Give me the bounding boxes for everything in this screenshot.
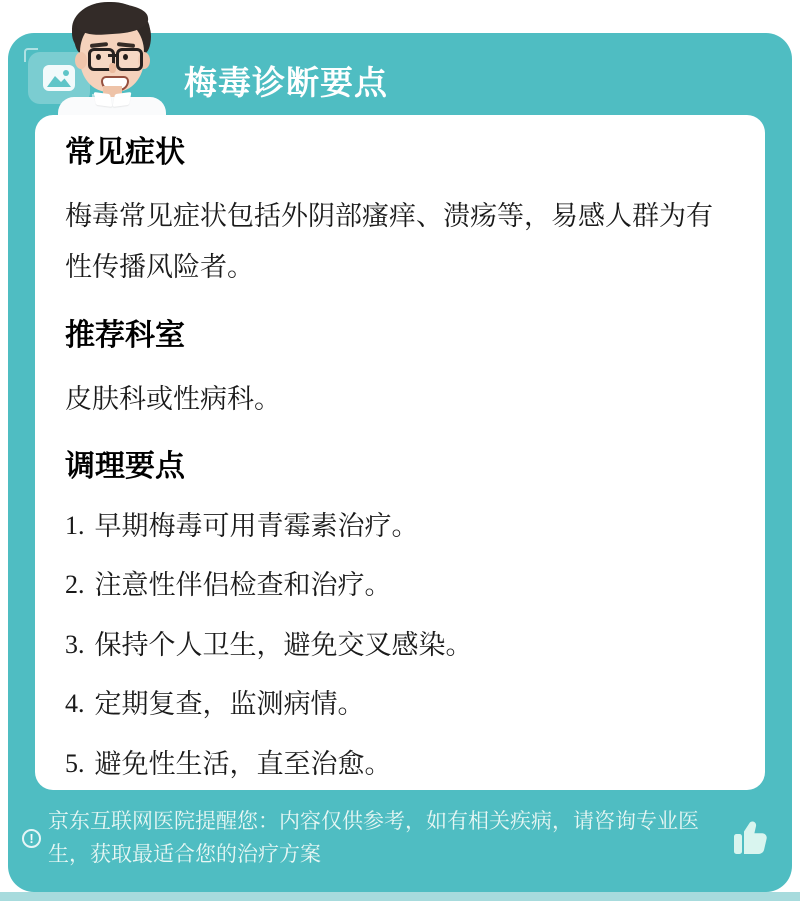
section-heading-symptoms: 常见症状 bbox=[65, 136, 185, 169]
care-list bbox=[65, 508, 735, 782]
list-item-text: 保持个人卫生，避免交叉感染。 bbox=[94, 629, 473, 660]
list-item-text: 避免性生活，直至治愈。 bbox=[94, 748, 392, 779]
section-heading-department: 推荐科室 bbox=[65, 318, 185, 352]
department-paragraph: 皮肤科或性病科。 bbox=[65, 383, 281, 414]
avatar-nose bbox=[109, 63, 116, 73]
avatar-glasses-bridge bbox=[108, 54, 117, 57]
content-card bbox=[35, 115, 765, 790]
info-icon: ! bbox=[22, 829, 41, 848]
list-item bbox=[65, 567, 735, 603]
list-item bbox=[65, 627, 735, 663]
list-item bbox=[65, 508, 735, 544]
avatar-eye bbox=[96, 54, 101, 60]
thumbs-up-icon[interactable] bbox=[727, 814, 775, 862]
bottom-strip bbox=[0, 892, 800, 901]
list-item-number: 4. bbox=[65, 689, 85, 719]
avatar-glasses bbox=[116, 48, 143, 71]
avatar-ear bbox=[75, 52, 87, 69]
list-item-text: 早期梅毒可用青霉素治疗。 bbox=[94, 510, 419, 541]
list-item bbox=[65, 746, 735, 782]
disclaimer-footer bbox=[22, 805, 780, 871]
section-heading-care: 调理要点 bbox=[65, 449, 185, 483]
disclaimer-text: 京东互联网医院提醒您：内容仅供参考，如有相关疾病，请咨询专业医生，获取最适合您的治疗方案 bbox=[48, 810, 699, 867]
doctor-avatar bbox=[52, 2, 170, 115]
avatar-eye bbox=[123, 54, 128, 60]
list-item-number: 3. bbox=[65, 629, 85, 659]
list-item-number: 2. bbox=[65, 570, 85, 600]
list-item-text: 注意性伴侣检查和治疗。 bbox=[94, 570, 392, 601]
list-item-number: 5. bbox=[65, 748, 85, 778]
avatar-collar bbox=[94, 92, 113, 107]
list-item bbox=[65, 686, 735, 722]
page-title: 梅毒诊断要点 bbox=[184, 64, 388, 101]
list-item-text: 定期复查，监测病情。 bbox=[94, 689, 365, 720]
list-item-number: 1. bbox=[65, 510, 85, 540]
symptoms-paragraph: 梅毒常见症状包括外阴部瘙痒、溃疡等，易感人群为有性传播风险者。 bbox=[65, 201, 713, 283]
health-card bbox=[8, 33, 792, 892]
